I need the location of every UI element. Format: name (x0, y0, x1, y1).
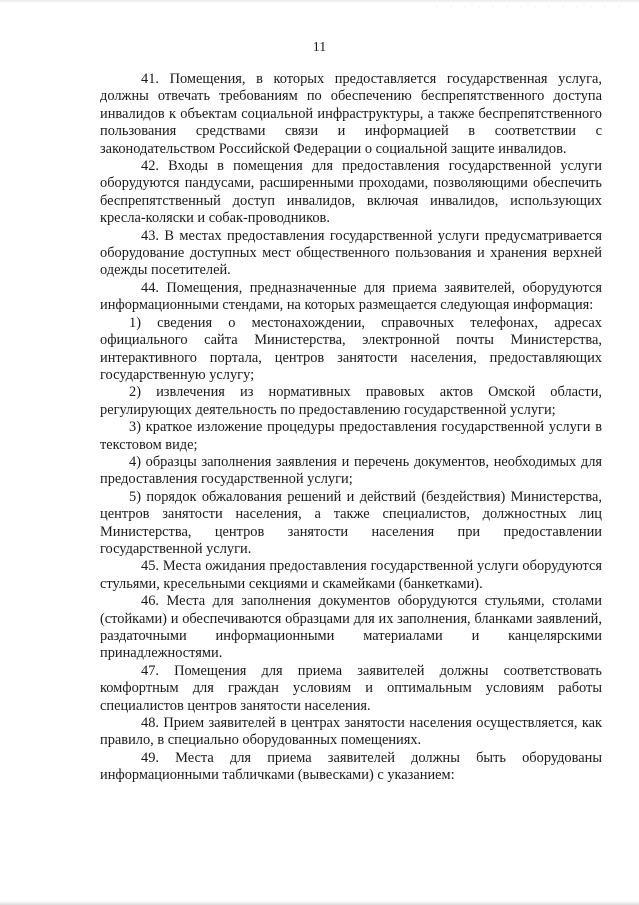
paragraph-44: 44. Помещения, предназначенные для приема заявителей, оборудуются информационными стендами, на которых размещается следующая информация: (100, 279, 602, 314)
list-item-4: 4) образцы заполнения заявления и перечень документов, необходимых для предоставления государственной услуги; (100, 453, 602, 488)
scan-bottom-edge (0, 901, 639, 905)
scan-noise (430, 4, 630, 10)
document-body (100, 71, 602, 785)
paragraph-41: 41. Помещения, в которых предоставляется государственная услуга, должны отвечать требованиям по обеспечению беспрепятственного доступа инвалидов к объектам социальной инфраструктуры, а также беспрепятственного пользования средствами связи и информацией в соответствии с законодательством Российской Федерации о социальной защите инвалидов. (100, 71, 602, 157)
scan-top-edge (0, 0, 639, 3)
page-number: 11 (312, 40, 327, 55)
paragraph-42: 42. Входы в помещения для предоставления государственной услуги оборудуются пандусами, расширенными проходами, позволяющими обеспечить беспрепятственный доступ инвалидов, включая инвалидов, использующих кресла-коляски и собак-проводников. (100, 158, 602, 227)
paragraph-46: 46. Места для заполнения документов оборудуются стульями, столами (стойками) и обеспечиваются образцами для их заполнения, бланками заявлений, раздаточными информационными материалами и канцелярскими принадлежностями. (100, 593, 602, 662)
paragraph-47: 47. Помещения для приема заявителей должны соответствовать комфортным для граждан условиям и оптимальным условиям работы специалистов центров занятости населения. (100, 662, 602, 714)
paragraph-49: 49. Места для приема заявителей должны быть оборудованы информационными табличками (вывесками) с указанием: (100, 749, 602, 784)
list-item-2: 2) извлечения из нормативных правовых актов Омской области, регулирующих деятельность по предоставлению государственной услуги; (100, 384, 602, 418)
paragraph-45: 45. Места ожидания предоставления государственной услуги оборудуются стульями, кресельными секциями и скамейками (банкетками). (100, 558, 602, 592)
list-item-3: 3) краткое изложение процедуры предоставления государственной услуги в текстовом виде; (100, 419, 602, 453)
list-item-1: 1) сведения о местонахождении, справочных телефонах, адресах официального сайта Министерства, электронной почты Министерства, интерактивного портала, центров занятости населения, предоставляющих государственную услугу; (100, 314, 602, 383)
paragraph-48: 48. Прием заявителей в центрах занятости населения осуществляется, как правило, в специально оборудованных помещениях. (100, 715, 602, 749)
list-item-5: 5) порядок обжалования решений и действий (бездействия) Министерства, центров занятости населения, а также специалистов, должностных лиц Министерства, центров занятости населения при предоставлении государственной услуги. (100, 488, 602, 557)
paragraph-43: 43. В местах предоставления государственной услуги предусматривается оборудование доступных мест общественного пользования и хранения верхней одежды посетителей. (100, 227, 602, 279)
